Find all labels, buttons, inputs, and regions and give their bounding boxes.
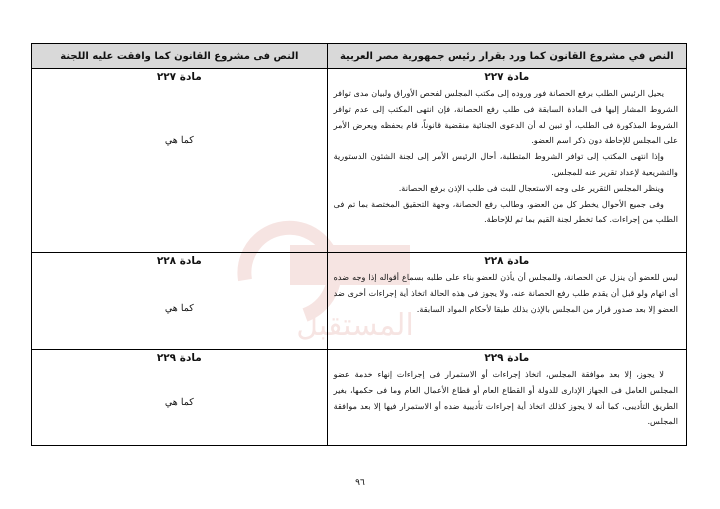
article-title: مادة ٢٢٨ [156, 255, 202, 267]
table-row [32, 69, 687, 253]
article-title: مادة ٢٢٩ [156, 352, 202, 364]
table-row [32, 253, 687, 350]
government-cell [327, 350, 686, 446]
svg-text:المستقبل: المستقبل [296, 308, 414, 343]
article-title: مادة ٢٢٧ [484, 71, 530, 83]
committee-cell [32, 69, 328, 253]
article-paragraph: وينظر المجلس التقرير على وجه الاستعجال للبت فى طلب الإذن برفع الحصانة. [398, 182, 664, 193]
article-title: مادة ٢٢٨ [484, 255, 530, 267]
table-row [32, 350, 687, 446]
article-paragraph: وفى جميع الأحوال يخطر كل من العضو، وطالب رفع الحصانة، وجهة التحقيق المختصة بما تم فى الطلب من إجراءات. كما تخطر لجنة القيم بما تم للإحاطة. [333, 198, 678, 225]
committee-cell [32, 350, 328, 446]
page-number: ٩٦ [355, 478, 365, 488]
article-paragraph: لا يجوز، إلا بعد موافقة المجلس، اتخاذ إجراءات أو الاستمرار فى إجراءات إنهاء خدمة عضو المجلس العامل فى الجهاز الإدارى للدولة أو القطاع العام أو قطاع الأعمال العام وما فى حكمها، بغير الطريق التأديبى، كما أنه لا يجوز كذلك اتخاذ أية إجراءات تأديبية ضده أو الاستمرار فيها إلا بعد موافقة المجلس. [333, 369, 678, 427]
committee-cell [32, 253, 328, 350]
article-paragraph: يحيل الرئيس الطلب برفع الحصانة فور وروده إلى مكتب المجلس لفحص الأوراق ولبيان مدى توافر الشروط المشار إليها فى المادة السابقة فى طلب رفع الحصانة، فإن انتهى المكتب إلى عدم توافر الشروط المذكورة فى الطلب، أو تبين له أن الدعوى الجنائية منقضية قانوناً، قام بحفظه ويعرض الأمر على المجلس للإحاطة دون ذكر اسم العضو. [333, 88, 678, 146]
table-header-row [32, 44, 687, 69]
committee-text: كما هي [164, 397, 194, 408]
header-government-text: النص في مشروع القانون كما ورد بقرار رئيس جمهورية مصر العربية [327, 44, 686, 69]
article-paragraph: وإذا انتهى المكتب إلى توافر الشروط المتطلبة، أحال الرئيس الأمر إلى لجنة الشئون الدستورية والتشريعية لإعداد تقرير عنه للمجلس. [333, 151, 678, 177]
article-title: مادة ٢٢٧ [156, 71, 202, 83]
committee-text: كما هي [164, 135, 194, 146]
header-committee-text: النص فى مشروع القانون كما وافقت عليه اللجنة [32, 44, 328, 69]
comparison-table [31, 43, 687, 446]
article-title: مادة ٢٢٩ [484, 352, 530, 364]
committee-text: كما هي [164, 303, 194, 314]
government-cell [327, 253, 686, 350]
article-paragraph: ليس للعضو أن ينزل عن الحصانة، وللمجلس أن يأذن للعضو بناء على طلبه بسماع أقواله إذا وجه ضده أى اتهام ولو قبل أن يقدم طلب رفع الحصانة عنه، ولا يجوز فى هذه الحالة اتخاذ أية إجراءات أخرى ضد العضو إلا بعد صدور قرار من المجلس بالإذن بذلك طبقا لأحكام المواد السابقة. [333, 272, 678, 314]
government-cell [327, 69, 686, 253]
